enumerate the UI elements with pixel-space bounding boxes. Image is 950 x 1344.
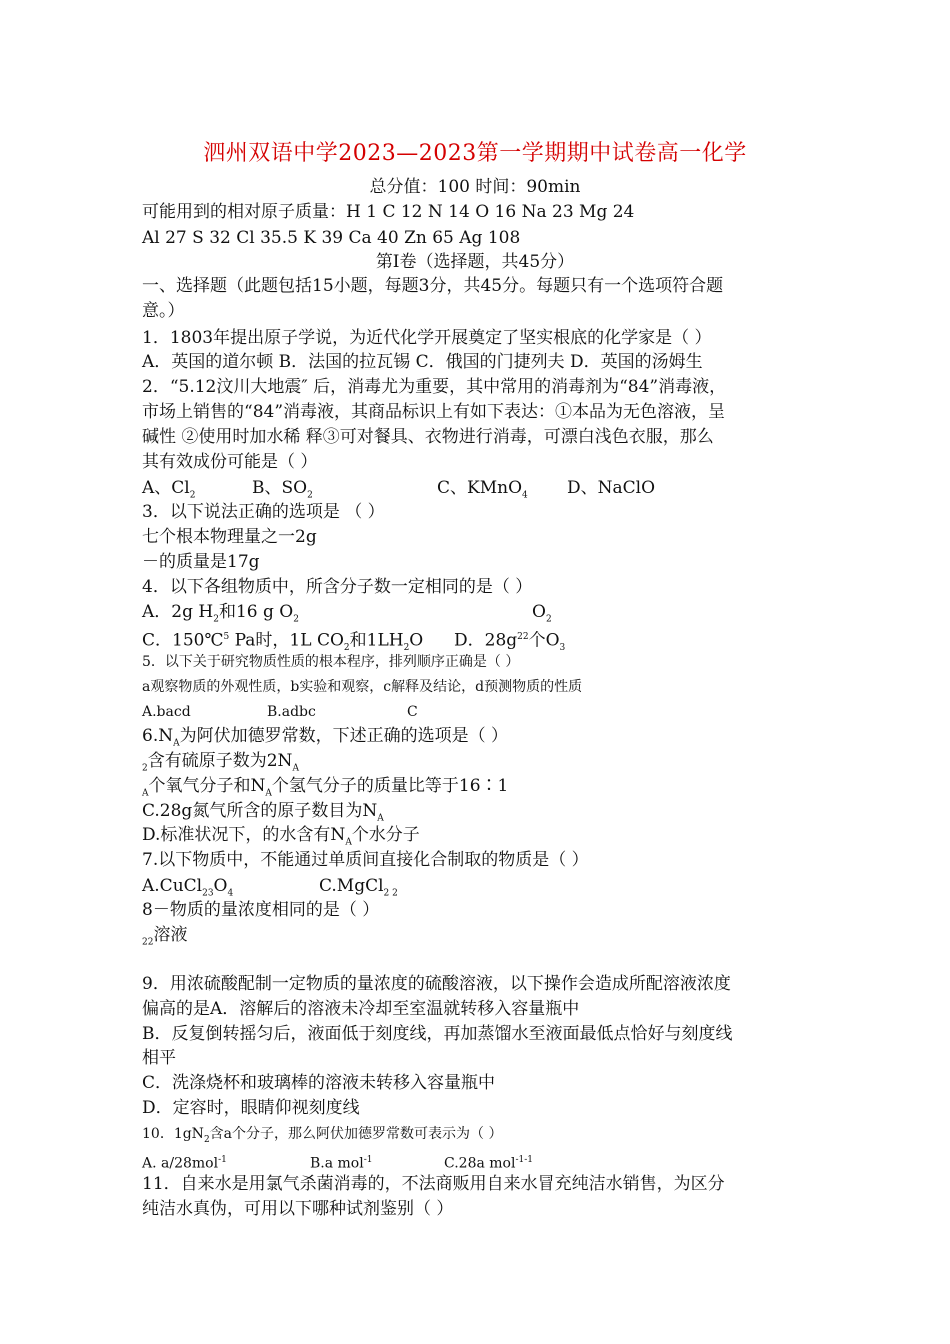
- q2-option-c: C、KMnO$_4$: [437, 478, 528, 501]
- q8-stem: 8－物质的量浓度相同的是（ ）: [142, 900, 380, 920]
- q5-description: a观察物质的外观性质，b实验和观察，c解释及结论，d预测物质的性质: [142, 679, 583, 695]
- q11-line-2: 纯洁水真伪，可用以下哪种试剂鉴别（ ）: [142, 1199, 454, 1219]
- q11-line-1: 11．自来水是用氯气杀菌消毒的，不法商贩用自来水冒充纯洁水销售，为区分: [142, 1174, 725, 1194]
- q9-line-3: B．反复倒转摇匀后，液面低于刻度线，再加蒸馏水至液面最低点恰好与刻度线: [142, 1024, 733, 1044]
- q6-stem: $6.N_A$为阿伏加德罗常数，下述正确的选项是（ ）: [142, 726, 509, 749]
- score-time: 总分值：100 时间：90min: [369, 177, 581, 197]
- atomic-mass-line-2: Al 27 S 32 Cl 35.5 K 39 Ca 40 Zn 65 Ag 108: [142, 228, 521, 248]
- q1-options: A．英国的道尔顿 B．法国的拉瓦锡 C．俄国的门捷列夫 D．英国的汤姆生: [142, 352, 703, 372]
- q6-option-c: C.28g氮气所含的原子数目为$N_A$: [142, 801, 384, 824]
- q6-option-d: D.标准状况下，的水含有$N_A$个水分子: [142, 825, 420, 848]
- q9-line-1: 9．用浓硫酸配制一定物质的量浓度的硫酸溶液，以下操作会造成所配溶液浓度: [142, 974, 731, 994]
- q3-line-1: 七个根本物理量之一2g: [142, 527, 317, 547]
- q4-stem: 4．以下各组物质中，所含分子数一定相同的是（ ）: [142, 577, 533, 597]
- q9-line-2: 偏高的是A．溶解后的溶液未冷却至室温就转移入容量瓶中: [142, 999, 580, 1019]
- q3-stem: 3．以下说法正确的选项是 （ ）: [142, 502, 385, 522]
- q9-line-6: D．定容时，眼睛仰视刻度线: [142, 1098, 360, 1118]
- q10-option-a: A. a/28mol$^{-1}$: [142, 1155, 227, 1172]
- q7-option-c: C.MgCl$_{2 2}$: [319, 876, 398, 899]
- q7-stem: 7.以下物质中，不能通过单质间直接化合制取的物质是（ ）: [142, 850, 589, 870]
- volume-heading: 第Ⅰ卷（选择题，共45分）: [375, 252, 575, 272]
- q9-line-4: 相平: [142, 1048, 176, 1068]
- section-heading-line-2: 意。）: [142, 301, 185, 321]
- q5-option-c: C: [407, 704, 418, 720]
- q1-stem: 1．1803年提出原子学说，为近代化学开展奠定了坚实根底的化学家是（ ）: [142, 328, 712, 348]
- q3-line-2: －的质量是17g: [142, 552, 260, 572]
- q4-option-c: C．150℃$^5$ Pa时，1L $CO_2$和$1LH_2O$: [142, 630, 424, 654]
- q5-option-b: B.adbc: [267, 704, 316, 720]
- q2-option-d: D、NaClO: [567, 478, 656, 498]
- q6-option-b: $_A$个氧气分子和$N_A$个氢气分子的质量比等于16∶1: [142, 776, 509, 799]
- q4-option-a: A．2g $H_2$和16 g $O_2$: [142, 602, 299, 625]
- q5-stem: 5．以下关于研究物质性质的根本程序，排列顺序正确是（ ）: [142, 654, 520, 670]
- q10-option-b: B.a mol$^{-1}$: [310, 1155, 373, 1172]
- q2-line-2: 市场上销售的“84”消毒液，其商品标识上有如下表达：①本品为无色溶液，呈: [142, 402, 726, 422]
- q4-option-b: $O_2$: [532, 602, 552, 625]
- q2-line-4: 其有效成份可能是（ ）: [142, 452, 318, 472]
- q10-stem: 10．$1gN_2$含a个分子，那么阿伏加德罗常数可表示为（ ）: [142, 1126, 503, 1145]
- q8-option: $_{22}$溶液: [142, 925, 188, 948]
- q9-line-5: C．洗涤烧杯和玻璃棒的溶液未转移入容量瓶中: [142, 1073, 496, 1093]
- atomic-mass-line-1: 可能用到的相对原子质量：H 1 C 12 N 14 O 16 Na 23 Mg 24: [142, 202, 635, 222]
- q2-line-3: 碱性 ②使用时加水稀 释③可对餐具、衣物进行消毒，可漂白浅色衣服，那么: [142, 427, 714, 447]
- q2-option-a: A、$Cl_2$: [142, 478, 196, 501]
- q2-option-b: B、$SO_2$: [252, 478, 313, 501]
- q2-line-1: 2．“5.12汶川大地震″ 后，消毒尤为重要，其中常用的消毒剂为“84”消毒液，: [142, 377, 727, 397]
- q4-option-d: D．$28g^{22}$个$O_3$: [454, 630, 566, 654]
- q7-option-a: $A.CuCl_{23}O_4$: [142, 876, 234, 899]
- section-heading-line-1: 一、选择题（此题包括15小题，每题3分，共45分。每题只有一个选项符合题: [142, 276, 724, 296]
- q5-option-a: A.bacd: [142, 704, 191, 720]
- exam-title: 泗州双语中学2023—2023第一学期期中试卷高一化学: [203, 141, 747, 166]
- q10-option-c: C.28a mol$^{-1-1}$: [444, 1155, 534, 1172]
- q6-option-a: $_2$含有硫原子数为$2N_A$: [142, 751, 299, 774]
